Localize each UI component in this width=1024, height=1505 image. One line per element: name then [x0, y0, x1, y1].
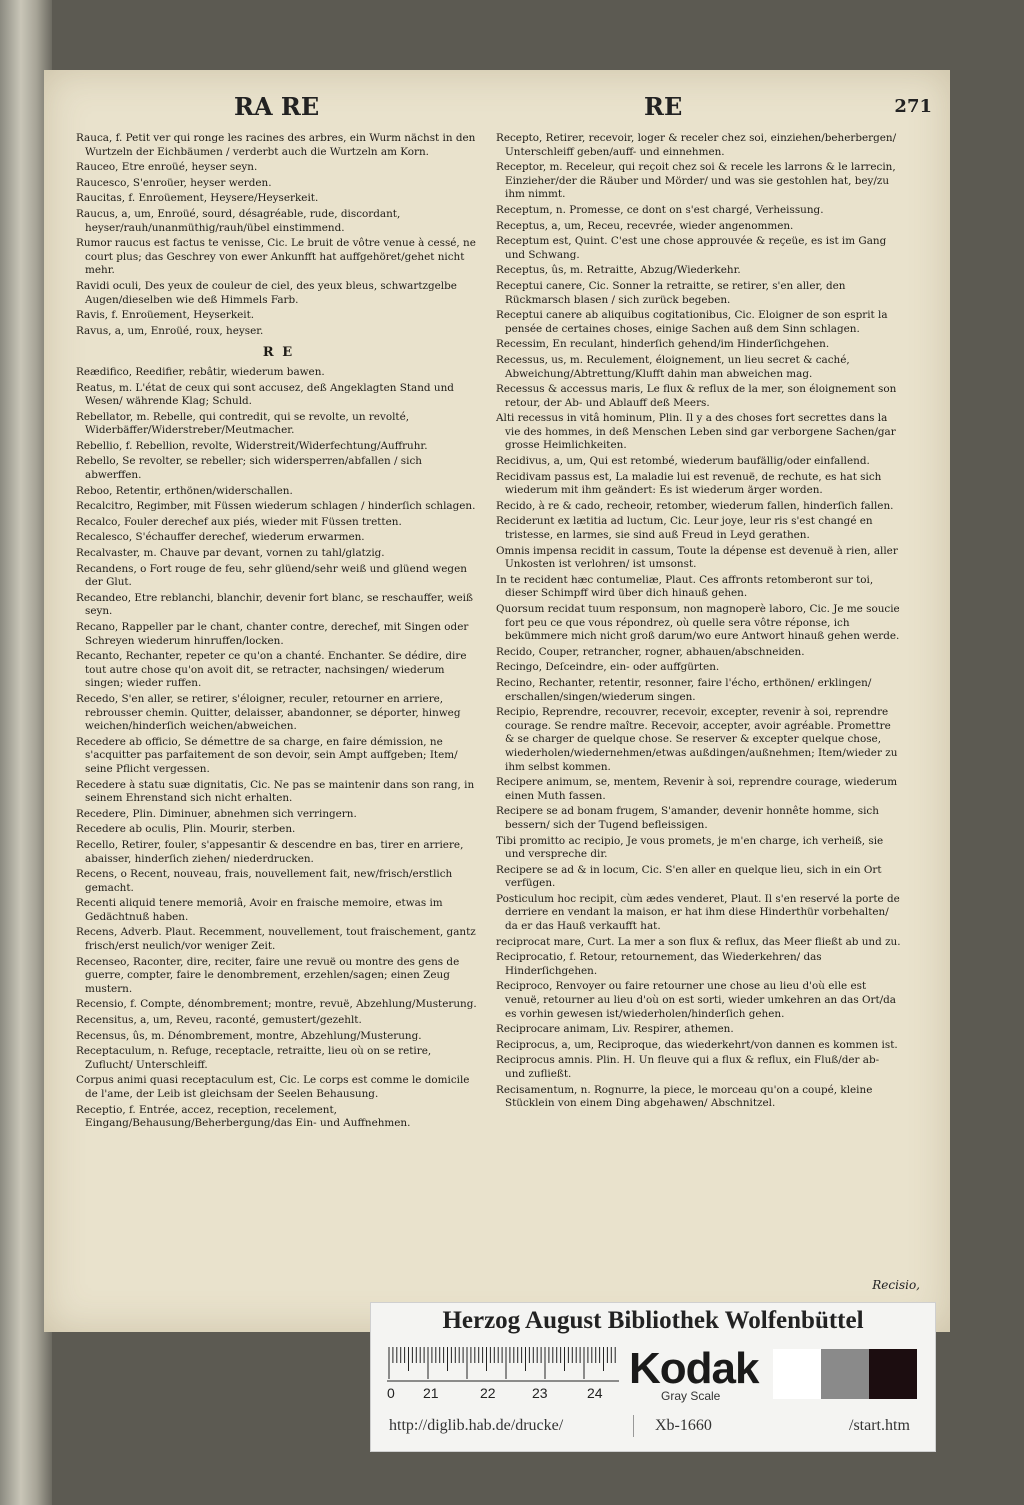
- dictionary-entry: Recandens, o Fort rouge de feu, sehr glüend/sehr weiß und glüend wegen der Glut.: [76, 562, 467, 589]
- dictionary-entry: Raucus, a, um, Enroüé, sourd, désagréable, rude, discordant, heyser/rauh/unanmüthig/rauh/übel einstimmend.: [76, 207, 401, 234]
- ruler-label: 22: [480, 1385, 496, 1401]
- dictionary-entry: Recisamentum, n. Rognurre, la piece, le morceau qu'on a coupé, kleine Stücklein von einem Ding abgehawen/ Abschnitzel.: [496, 1083, 873, 1110]
- dictionary-entry: Receptum est, Quint. C'est une chose approuvée & reçeüe, es ist im Gang und Schwang.: [496, 235, 887, 261]
- dictionary-entry: Receptui canere, Cic. Sonner la retraitte, se retirer, s'en aller, den Rückmarsch blasen / sich zurück begeben.: [496, 279, 846, 306]
- dictionary-entry: Recingo, Deſceindre, ein- oder auffgürten.: [496, 661, 720, 674]
- dictionary-entry: Reboo, Retentir, erthönen/widerschallen.: [76, 484, 293, 497]
- dictionary-entry: Rauca, f. Petit ver qui ronge les racines des arbres, ein Wurm nächst in den Wurtzeln der Eichbäumen / verderbt auch die Wurtzeln am Korn.: [76, 132, 476, 158]
- dictionary-entry: Omnis impensa recidit in cassum, Toute la dépense est devenuë à rien, aller Unkosten ist verlohren/ ist umsonst.: [496, 544, 898, 571]
- dictionary-entry: Recenti aliquid tenere memoriâ, Avoir en fraische memoire, etwas im Gedächtnuß haben.: [76, 897, 443, 923]
- swatch-white: [773, 1349, 821, 1399]
- dictionary-entry: Tibi promitto ac recipio, Je vous promets, je m'en charge, ich verheiß, sie und verspreche dir.: [496, 834, 884, 861]
- dictionary-entry: Recanto, Rechanter, repeter ce qu'on a chanté. Enchanter. Se dédire, dire tout autre chose qu'on avoit dit, se retracter, nachsingen/ wiederum singen; wieder ruffen.: [76, 650, 467, 690]
- ruler-label: 23: [532, 1385, 548, 1401]
- dictionary-entry: Recipere animum, se, mentem, Revenir à soi, reprendre courage, wiederum einen Muth fassen.: [496, 776, 898, 802]
- dictionary-entry: Recensio, f. Compte, dénombrement; montre, revuë, Abzehlung/Musterung.: [76, 998, 477, 1011]
- dictionary-entry: Recedo, S'en aller, se retirer, s'éloigner, reculer, retourner en arriere, rebrousser chemin. Quitter, delaisser, abandonner, se déporter, hinweg weichen/hinderſich weichen/abweichen.: [76, 692, 461, 733]
- dictionary-entry: Reciprocatio, f. Retour, retournement, das Wiederkehren/ das Hinderſichgehen.: [496, 951, 822, 977]
- left-column: [76, 132, 481, 1133]
- catchword: Recisio,: [872, 1278, 920, 1292]
- dictionary-entry: Rebello, Se revolter, se rebeller; sich widersperren/abfallen / sich abwerffen.: [76, 455, 422, 482]
- url-text: http://diglib.hab.de/drucke/: [389, 1417, 564, 1434]
- dictionary-entry: Recenseo, Raconter, dire, reciter, faire une revuë ou montre des gens de guerre, compter, faire le denombrement, erzehlen/sagen; einen Zeug mustern.: [76, 955, 460, 995]
- dictionary-entry: Ravidi oculi, Des yeux de couleur de ciel, des yeux bleus, schwartzgelbe Augen/dieselben wie deß Himmels Farb.: [76, 279, 457, 306]
- dictionary-entry: Reatus, m. L'état de ceux qui sont accusez, deß Angeklagten Stand und Wesen/ währende Klag; Schuld.: [76, 381, 454, 408]
- gray-scale-label: Gray Scale: [661, 1389, 721, 1403]
- dictionary-entry: Recedere, Plin. Diminuer, abnehmen sich verringern.: [76, 807, 357, 820]
- ruler-label: 0: [387, 1385, 395, 1401]
- dictionary-entry: Reciprocare animam, Liv. Respirer, athemen.: [496, 1023, 734, 1036]
- page-header: [44, 92, 950, 122]
- dictionary-entry: Rebellator, m. Rebelle, qui contredit, qui se revolte, un revolté, Widerbäffer/Widerstreber/Meutmacher.: [76, 410, 410, 437]
- start-link: /start.htm: [849, 1417, 910, 1434]
- dictionary-entry: Corpus animi quasi receptaculum est, Cic. Le corps est comme le domicile de l'ame, der Leib ist gleichsam der Seelen Behausung.: [76, 1074, 470, 1100]
- dictionary-entry: Reciderunt ex lætitia ad luctum, Cic. Leur joye, leur ris s'est changé en tristesse, en larmes, sie sind auß Freud in Leyd gerathen.: [496, 515, 873, 542]
- dictionary-entry: Quorsum recidat tuum responsum, non magnoperè laboro, Cic. Je me soucie fort peu ce que vous répondrez, où quelle sera vôtre réponse, ich bekümmere mich nicht groß darum/wo eure Antwort hinauß gehen werde.: [496, 603, 900, 643]
- dictionary-entry: Recensus, ûs, m. Dénombrement, montre, Abzehlung/Musterung.: [76, 1029, 422, 1042]
- library-target-card: [370, 1302, 936, 1452]
- dictionary-entry: Reciprocus amnis. Plin. H. Un fleuve qui a flux & reflux, ein Fluß/der ab- und zufließt.: [496, 1054, 880, 1080]
- dictionary-entry: Receptio, f. Entrée, accez, reception, recelement, Eingang/Behausung/Beherbergung/das Ein- und Auffnehmen.: [76, 1103, 411, 1130]
- dictionary-entry: Recalco, Fouler derechef aux piés, wieder mit Füssen tretten.: [76, 515, 402, 528]
- shelfmark: Xb-1660: [655, 1417, 712, 1434]
- dictionary-entry: Ravis, f. Enroüement, Heyserkeit.: [76, 309, 255, 322]
- dictionary-entry: Alti recessus in vitâ hominum, Plin. Il y a des choses fort secrettes dans la vie des hommes, in deß Menschen Leben sind gar verborgene Sachen/gar grosse Heimlichkeiten.: [496, 412, 896, 452]
- dictionary-entry: Reciprocus, a, um, Reciproque, das wiederkehrt/von dannen es kommen ist.: [496, 1038, 898, 1051]
- dictionary-entry: In te recident hæc contumeliæ, Plaut. Ces affronts retomberont sur toi, dieser Schimpff wird über dich hinauß gehen.: [496, 573, 874, 600]
- dictionary-entry: Recedere ab oculis, Plin. Mourir, sterben.: [76, 823, 296, 836]
- dictionary-entry: Receptus, ûs, m. Retraitte, Abzug/Wiederkehr.: [496, 264, 741, 277]
- dictionary-entry: Recens, Adverb. Plaut. Recemment, nouvellement, tout fraischement, gantz frisch/erst neulich/vor weniger Zeit.: [76, 926, 476, 953]
- url-bar: [371, 1411, 935, 1441]
- dictionary-entry: Recido, à re & cado, recheoir, retomber, wiederum fallen, hinderſich fallen.: [496, 499, 894, 512]
- dictionary-entry: Rebellio, f. Rebellion, revolte, Widerstreit/Widerfechtung/Auffruhr.: [76, 439, 428, 452]
- library-title: Herzog August Bibliothek Wolfenbüttel: [442, 1307, 864, 1334]
- dictionary-entry: Receptui canere ab aliquibus cogitationibus, Cic. Eloigner de son esprit la pensée de certaines choses, einige Sachen auß dem Sinn schlagen.: [496, 309, 888, 335]
- running-head-left: RA RE: [234, 92, 320, 121]
- running-head-right: RE: [644, 92, 683, 121]
- ruler-labels: [387, 1385, 619, 1401]
- dictionary-entry: Receptum, n. Promesse, ce dont on s'est chargé, Verheissung.: [496, 203, 824, 216]
- dictionary-entry: Recensitus, a, um, Reveu, raconté, gemustert/gezehlt.: [76, 1014, 362, 1027]
- dictionary-entry: Recano, Rappeller par le chant, chanter contre, derechef, mit Singen oder Schreyen wiederum hinruffen/locken.: [76, 621, 469, 647]
- dictionary-entry: Recalcitro, Regimber, mit Füssen wiederum schlagen / hinderſich schlagen.: [76, 500, 476, 513]
- dictionary-entry: Posticulum hoc recipit, cùm ædes venderet, Plaut. Il s'en reservé la porte de derriere en vendant la maison, er hat ihm diese Hinderthür vorbehalten/ da er das Hauß verkaufft hat.: [496, 892, 900, 933]
- section-heading: R E: [262, 345, 295, 361]
- dictionary-entry: Recessim, En reculant, hinderſich gehend/im Hinderſichgehen.: [496, 338, 830, 351]
- dictionary-entry: Receptus, a, um, Receu, recevrée, wieder angenommen.: [496, 219, 794, 232]
- dictionary-entry: Receptor, m. Receleur, qui reçoit chez soi & recele les larrons & le larrecin, Einzieher/der die Räuber und Mörder/ und was sie gestohlen hat, bey/zu ihm nimmt.: [496, 161, 896, 201]
- dictionary-entry: Rauceo, Etre enroüé, heyser seyn.: [76, 161, 258, 174]
- dictionary-entry: Recedere à statu suæ dignitatis, Cic. Ne pas se maintenir dans son rang, in seinem Ehrenstand sich nicht erhalten.: [76, 778, 475, 805]
- dictionary-entry: Recedere ab officio, Se démettre de sa charge, en faire démission, ne s'acquitter pas parfaitement de son devoir, sein Ampt auffgeben; Item/ seine Pflicht vergessen.: [76, 735, 458, 775]
- divider: [633, 1415, 634, 1437]
- dictionary-entry: Raucitas, f. Enroüement, Heysere/Heyserkeit.: [76, 192, 319, 205]
- right-column: [496, 132, 901, 1113]
- dictionary-entry: Recalvaster, m. Chauve par devant, vornen zu tahl/glatzig.: [76, 547, 385, 560]
- dictionary-entry: Recino, Rechanter, retentir, resonner, faire l'écho, erthönen/ erklingen/ erschallen/singen/wiederum singen.: [496, 676, 872, 703]
- dictionary-entry: Recipio, Reprendre, recouvrer, recevoir, excepter, revenir à soi, reprendre courage. Se rendre maître. Recevoir, accepter, avoir agréable. Promettre & se charger de quelque chose. Se reserver & excepter quelque chose, wiederholen/wiedernehmen/etwas außdingen/außnehmen; Item/wieder zu ihm selbst kommen.: [496, 706, 898, 773]
- dictionary-entry: Receptaculum, n. Refuge, receptacle, retraitte, lieu où on se retire, Zuflucht/ Unterschleiff.: [76, 1045, 432, 1071]
- dictionary-entry: Recessus & accessus maris, Le flux & reflux de la mer, son éloignement son retour, der Ab- und Ablauff deß Meers.: [496, 383, 897, 409]
- dictionary-entry: Recido, Couper, retrancher, rogner, abhauen/abschneiden.: [496, 645, 805, 658]
- dictionary-entry: Recepto, Retirer, recevoir, loger & receler chez soi, einziehen/beherbergen/ Unterschleiff geben/auff- und einnehmen.: [496, 132, 897, 158]
- ruler-label: 21: [423, 1385, 439, 1401]
- ruler-label: 24: [587, 1385, 603, 1401]
- swatch-gray: [821, 1349, 869, 1399]
- dictionary-entry: Recessus, us, m. Reculement, éloignement, un lieu secret & caché, Abweichung/Abtrettung/Klufft dahin man abweichen mag.: [496, 353, 850, 380]
- scanned-page: [44, 70, 950, 1332]
- dictionary-entry: Recidivus, a, um, Qui est retombé, wiederum baufällig/oder einfallend.: [496, 455, 870, 468]
- kodak-logo: Kodak: [629, 1344, 759, 1393]
- dictionary-entry: Recalesco, S'échauffer derechef, wiederum erwarmen.: [76, 531, 365, 544]
- dictionary-entry: Recens, o Recent, nouveau, frais, nouvellement fait, new/frisch/erstlich gemacht.: [76, 868, 453, 894]
- dictionary-entry: Rumor raucus est factus te venisse, Cic. Le bruit de vôtre venue à cessé, ne court plus; das Geschrey von ewer Ankunfft hat auffgehöret/gehet nicht mehr.: [76, 237, 476, 277]
- dictionary-entry: Recipere se ad & in locum, Cic. S'en aller en quelque lieu, sich in ein Ort verfügen.: [496, 863, 882, 890]
- dictionary-entry: Raucesco, S'enroüer, heyser werden.: [76, 176, 272, 189]
- dictionary-entry: Ravus, a, um, Enroüé, roux, heyser.: [76, 324, 264, 337]
- dictionary-entry: Recello, Retirer, fouler, s'appesantir & descendre en bas, tirer en arriere, abaisser, hinderſich ziehen/ niederdrucken.: [76, 838, 464, 865]
- dictionary-entry: Recipere se ad bonam frugem, S'amander, devenir honnête homme, sich bessern/ sich der Tugend befleissigen.: [496, 805, 879, 831]
- dictionary-entry: reciprocat mare, Curt. La mer a son flux & reflux, das Meer fließt ab und zu.: [496, 935, 901, 948]
- dictionary-entry: Reædifico, Reedifier, rebâtir, wiederum bawen.: [76, 365, 325, 378]
- dictionary-entry: Recandeo, Etre reblanchi, blanchir, devenir fort blanc, se reschauffer, weiß seyn.: [76, 591, 473, 618]
- dictionary-entry: Reciproco, Renvoyer ou faire retourner une chose au lieu d'où elle est venuë, retourner au lieu d'où on est sorti, wieder umkehren an das Ort/da es vorhin gewesen ist/wiederholen/hinderſich gehen.: [496, 980, 896, 1020]
- page-number: 271: [894, 96, 932, 117]
- swatch-black: [869, 1349, 917, 1399]
- dictionary-entry: Recidivam passus est, La maladie lui est revenuë, de rechute, es hat sich wiederum mit ihm geändert: Es ist wiederum ärger worden.: [496, 470, 882, 497]
